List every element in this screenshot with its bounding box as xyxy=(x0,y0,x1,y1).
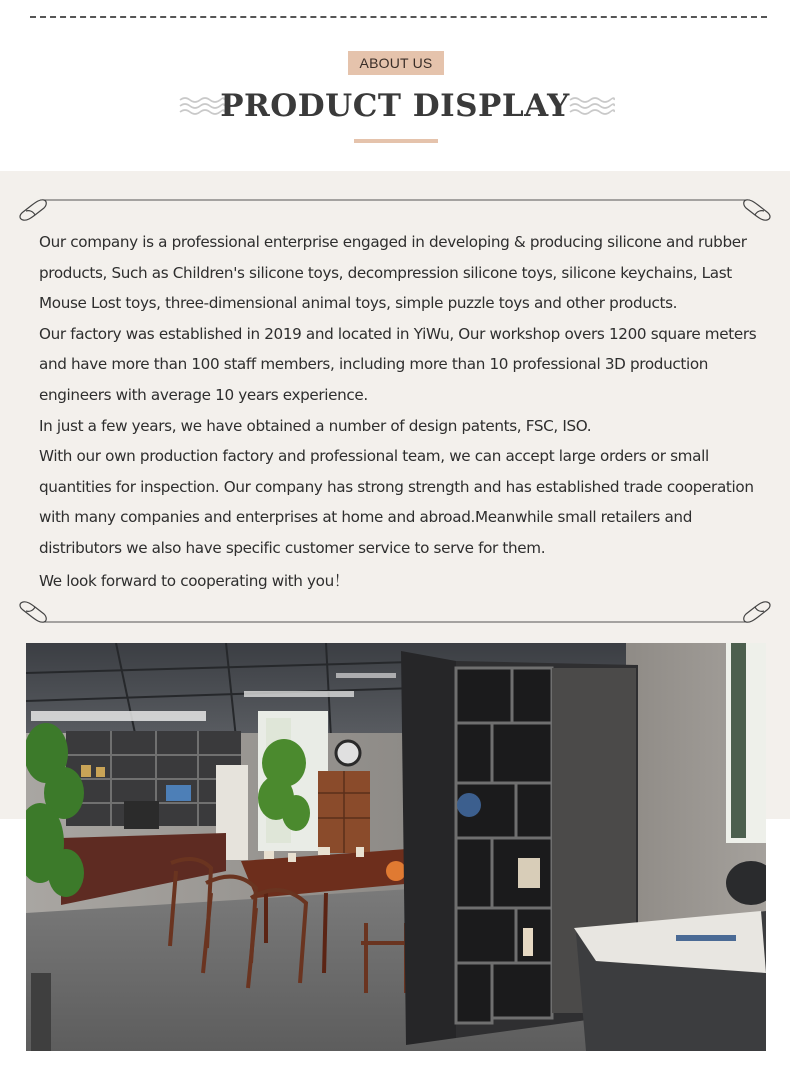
description-line: In just a few years, we have obtained a number of design patents, FSC, ISO. xyxy=(39,416,592,435)
description-line: Mouse Lost toys, three-dimensional animal toys, simple puzzle toys and other products. xyxy=(39,294,678,313)
description-line: With our own production factory and professional team, we can accept large orders or small xyxy=(39,447,709,466)
description-line: engineers with average 10 years experience. xyxy=(39,385,368,404)
wave-decoration-right-icon xyxy=(568,96,616,116)
description-line: products, Such as Children's silicone toys, decompression silicone toys, silicone keychains, Last xyxy=(39,263,732,282)
description-line: quantities for inspection. Our company has strong strength and has established trade cooperation xyxy=(39,477,754,496)
top-dashed-divider xyxy=(30,16,767,18)
page-title: PRODUCT DISPLAY xyxy=(220,88,570,124)
closing-line: We look forward to cooperating with you！ xyxy=(39,571,349,590)
scroll-curl-left-icon xyxy=(20,602,46,622)
title-underline xyxy=(354,139,438,143)
scroll-border-bottom xyxy=(0,596,790,626)
scroll-curl-left-icon xyxy=(20,200,46,220)
description-line: and have more than 100 staff members, including more than 10 professional 3D production xyxy=(39,355,709,374)
scroll-curl-right-icon xyxy=(744,200,770,220)
about-us-badge: ABOUT US xyxy=(348,51,444,75)
description-line: Our factory was established in 2019 and located in YiWu, Our workshop overs 1200 square meters xyxy=(39,324,757,343)
company-description xyxy=(39,227,769,596)
description-line: Our company is a professional enterprise engaged in developing & producing silicone and rubber xyxy=(39,233,747,251)
scroll-curl-right-icon xyxy=(744,602,770,622)
scroll-border-top xyxy=(0,196,790,226)
office-photo xyxy=(26,643,766,1051)
description-line: with many companies and enterprises at home and abroad.Meanwhile small retailers and xyxy=(39,508,692,527)
description-line: distributors we also have specific customer service to serve for them. xyxy=(39,538,546,557)
